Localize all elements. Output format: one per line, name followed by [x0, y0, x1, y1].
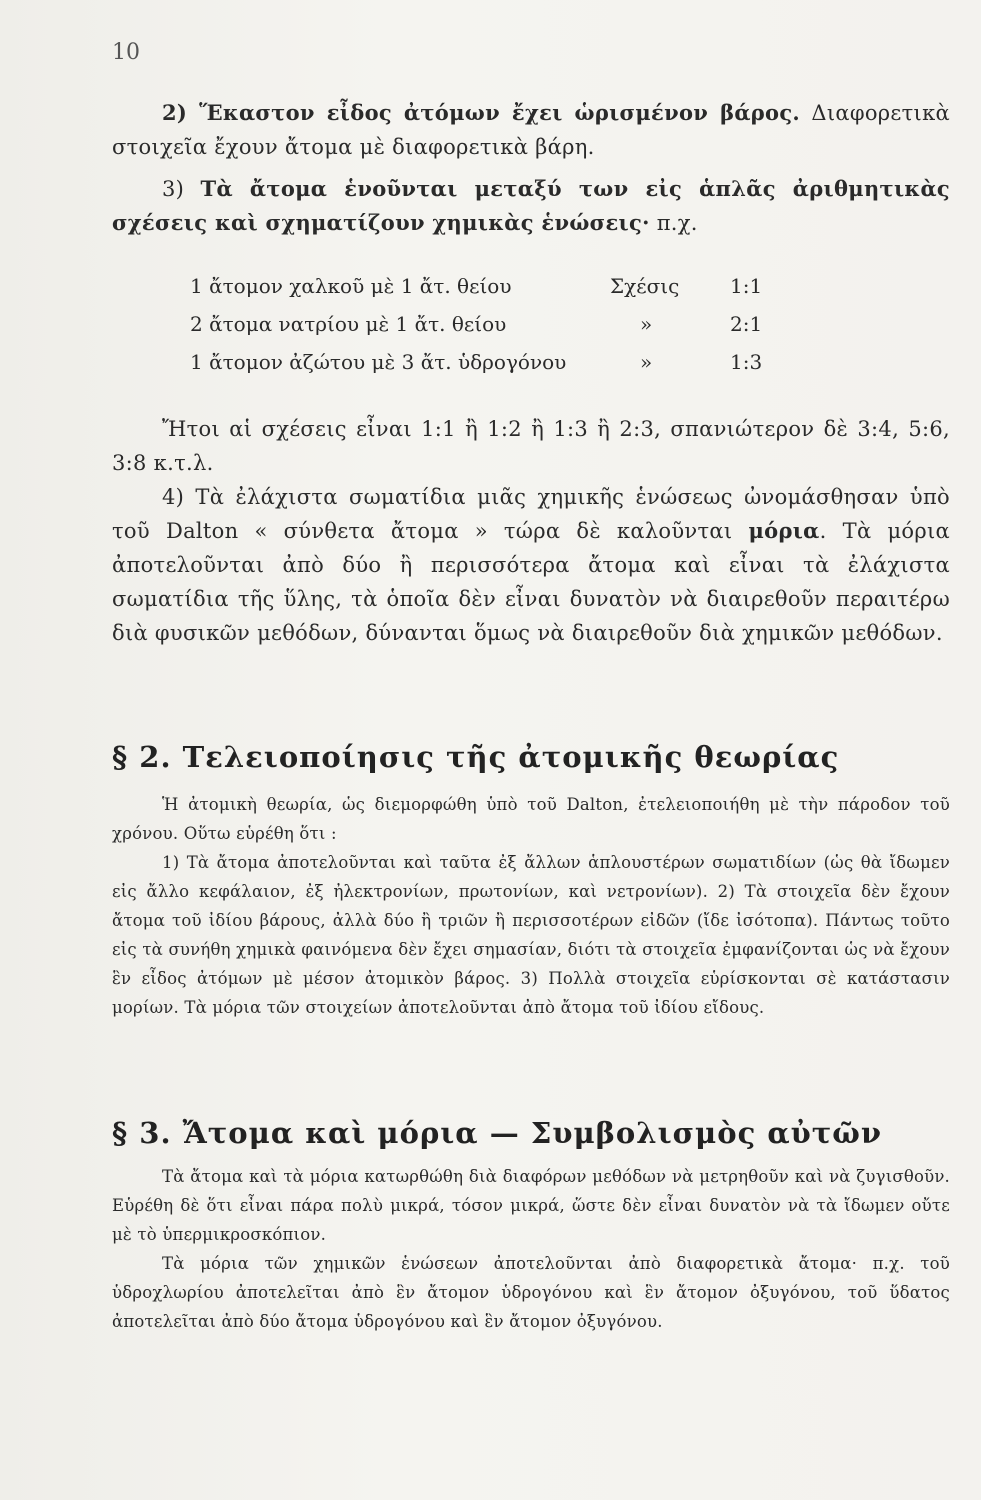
paragraph-3-bold: Τὰ ἄτομα ἑνοῦνται μεταξύ των εἰς ἁπλᾶς ἀριθμητικὰς σχέσεις καὶ σχηματίζουν χημικὰς ἑνώσεις	[112, 176, 950, 235]
paragraph-3-number: 3)	[162, 177, 185, 201]
page-number: 10	[112, 40, 140, 65]
paragraph-2-bold: 2) Ἕκαστον εἶδος ἀτόμων ἔχει ὡρισμένον βάρος.	[162, 100, 801, 125]
relation-ratio: 2:1	[730, 312, 763, 336]
paragraph-4-bold: μόρια	[748, 518, 820, 543]
section-2-body	[112, 790, 950, 1022]
paragraph-2-rest: Διαφορετικὰ στοιχεῖα ἔχουν ἄτομα μὲ διαφορετικὰ βάρη.	[112, 101, 950, 159]
relation-ratio: 1:3	[730, 350, 763, 374]
relation-row	[190, 274, 790, 312]
relation-text: 1 ἄτομον χαλκοῦ μὲ 1 ἄτ. θείου	[190, 274, 512, 298]
section-3-paragraph-1: Τὰ ἄτομα καὶ τὰ μόρια κατωρθώθη διὰ διαφόρων μεθόδων νὰ μετρηθοῦν καὶ νὰ ζυγισθοῦν. Εὑρέθη δὲ ὅτι εἶναι πάρα πολὺ μικρά, τόσον μικρά, ὥστε δὲν εἶναι δυνατὸν νὰ τὰ ἴδωμεν οὔτε μὲ τὸ ὑπερμικροσκόπιον.	[112, 1167, 950, 1244]
paragraph-ratios	[112, 412, 950, 480]
paragraph-2	[112, 96, 950, 164]
relation-text: 1 ἄτομον ἀζώτου μὲ 3 ἄτ. ὑδρογόνου	[190, 350, 567, 374]
section-3-paragraph-2: Τὰ μόρια τῶν χημικῶν ἑνώσεων ἀποτελοῦνται ἀπὸ διαφορετικὰ ἄτομα· π.χ. τοῦ ὑδροχλωρίου ἀποτελεῖται ἀπὸ ἓν ἄτομον ὑδρογόνου καὶ ἓν ἄτομον ὀξυγόνου, τοῦ ὕδατος ἀποτελεῖται ἀπὸ δύο ἄτομα ὑδρογόνου καὶ ἓν ἄτομον ὀξυγόνου.	[112, 1254, 950, 1331]
relation-row	[190, 312, 790, 350]
relation-row	[190, 350, 790, 388]
relation-ratio: 1:1	[730, 274, 763, 298]
relations-table	[190, 274, 790, 388]
relation-label: »	[640, 350, 653, 374]
section-3-heading: § 3. Ἄτομα καὶ μόρια — Συμβολισμὸς αὐτῶν	[112, 1116, 883, 1150]
section-2-intro: Ἡ ἀτομικὴ θεωρία, ὡς διεμορφώθη ὑπὸ τοῦ Dalton, ἐτελειοποιήθη μὲ τὴν πάροδον τοῦ χρόνου. Οὕτω εὑρέθη ὅτι :	[112, 795, 950, 843]
section-2-items: 1) Τὰ ἄτομα ἀποτελοῦνται καὶ ταῦτα ἐξ ἄλλων ἁπλουστέρων σωματιδίων (ὡς θὰ ἴδωμεν εἰς ἄλλο κεφάλαιον, ἐξ ἠλεκτρονίων, πρωτονίων, καὶ νετρονίων). 2) Τὰ στοιχεῖα δὲν ἔχουν ἄτομα τοῦ ἰδίου βάρους, ἀλλὰ δύο ἢ τριῶν ἢ περισσοτέρων εἰδῶν (ἴδε ἰσότοπα). Πάντως τοῦτο εἰς τὰ συνήθη χημικὰ φαινόμενα δὲν ἔχει σημασίαν, διότι τὰ στοιχεῖα ἐμφανίζονται ὡς νὰ ἔχουν ἓν εἶδος ἀτόμων μὲ μέσον ἀτομικὸν βάρος. 3) Πολλὰ στοιχεῖα εὑρίσκονται σὲ κατάστασιν μορίων. Τὰ μόρια τῶν στοιχείων ἀποτελοῦνται ἀπὸ ἄτομα τοῦ ἰδίου εἴδους.	[112, 853, 950, 1017]
paragraph-4-start: 4) Τὰ ἐλάχιστα σωματίδια μιᾶς χημικῆς ἑνώσεως ὠνομάσθησαν ὑπὸ τοῦ Dalton « σύνθετα ἄτομα » τώρα δὲ καλοῦνται	[112, 485, 950, 543]
relation-label: Σχέσις	[610, 274, 680, 298]
paragraph-3-tail: π.χ.	[656, 211, 698, 235]
paragraph-4-end: . Τὰ μόρια ἀποτελοῦνται ἀπὸ δύο ἢ περισσότερα ἄτομα καὶ εἶναι τὰ ἐλάχιστα σωματίδια τῆς ὕλης, τὰ ὁποῖα δὲν εἶναι δυνατὸν νὰ διαιρεθοῦν περαιτέρω διὰ φυσικῶν μεθόδων, δύνανται ὅμως νὰ διαιρεθοῦν διὰ χημικῶν μεθόδων.	[112, 519, 950, 645]
ratios-text: Ἤτοι αἱ σχέσεις εἶναι 1:1 ἢ 1:2 ἢ 1:3 ἢ 2:3, σπανιώτερον δὲ 3:4, 5:6, 3:8 κ.τ.λ.	[112, 417, 950, 475]
relation-text: 2 ἄτομα νατρίου μὲ 1 ἄτ. θείου	[190, 312, 507, 336]
paragraph-4	[112, 480, 950, 650]
paragraph-3: 3) Τὰ ἄτομα ἑνοῦνται μεταξύ των εἰς ἁπλᾶς ἀριθμητικὰς σχέσεις καὶ σχηματίζουν χημικὰς ἑνώσεις· π.χ.	[112, 176, 950, 235]
section-2-heading: § 2. Τελειοποίησις τῆς ἀτομικῆς θεωρίας	[112, 740, 840, 774]
section-3-body	[112, 1162, 950, 1336]
relation-label: »	[640, 312, 653, 336]
